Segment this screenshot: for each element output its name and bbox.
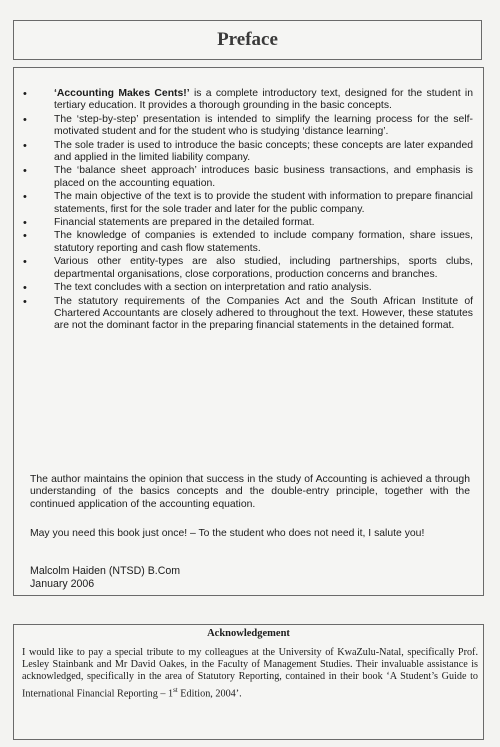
signature-date: January 2006	[30, 578, 95, 590]
bullet-icon: •	[23, 88, 27, 100]
bullet-icon: •	[23, 295, 27, 308]
author-name: Malcolm Haiden (NTSD) B.Com	[30, 565, 181, 577]
bullet-icon: •	[23, 256, 27, 269]
bullet-icon: •	[23, 113, 27, 126]
closing-paragraph: May you need this book just once! – To the student who does not need it, I salute you!	[30, 528, 425, 539]
bullet-icon: •	[23, 191, 27, 204]
list-item	[14, 191, 485, 216]
preface-box	[13, 67, 484, 596]
list-item	[14, 140, 485, 165]
signature-block	[30, 565, 180, 591]
bullet-icon: •	[23, 230, 27, 243]
bullet-text: The statutory requirements of the Companies Act and the South African Institute of Chartered Accountants are closely adhered to throughout the text. However, these statutes are not the dominant factor in the preparing financial statements in the detained format.	[54, 295, 473, 332]
acknowledgement-box	[13, 624, 484, 740]
bullet-text: Various other entity-types are also studied, including partnerships, sports clubs, departmental organisations, close corporations, production concerns and branches.	[54, 256, 473, 280]
bullet-text: Financial statements are prepared in the detailed format.	[54, 217, 315, 229]
list-item	[14, 217, 485, 229]
ack-text-end: Edition, 2004’.	[177, 688, 242, 699]
author-opinion-paragraph: The author maintains the opinion that success in the study of Accounting is achieved a through understanding of the basics concepts and the double-entry principle, together with the continued application of the accounting equation.	[30, 474, 470, 510]
bullet-icon: •	[23, 165, 27, 178]
bullet-text: The sole trader is used to introduce the basic concepts; these concepts are later expanded and applied in the limited liability company.	[54, 139, 473, 164]
list-item	[14, 296, 485, 333]
bullet-icon: •	[23, 139, 27, 152]
page-title: Preface	[217, 29, 278, 50]
book-title: ‘Accounting Makes Cents!’	[54, 88, 190, 99]
bullet-text: is a complete introductory text, designed for the student in tertiary education. It provides a thorough grounding in the basic concepts.	[54, 88, 473, 112]
acknowledgement-title: Acknowledgement	[207, 628, 290, 639]
bullet-text: The text concludes with a section on interpretation and ratio analysis.	[54, 282, 372, 294]
title-box	[13, 20, 482, 60]
bullet-icon: •	[23, 282, 27, 295]
bullet-text: The main objective of the text is to provide the student with information to prepare financial statements, first for the sole trader and later for the public company.	[54, 191, 473, 215]
acknowledgement-text	[22, 647, 478, 700]
ack-text-main: I would like to pay a special tribute to my colleagues at the University of KwaZulu-Natal, specifically Prof. Lesley Stainbank and Mr David Oakes, in the Faculty of Management Studies. Their invaluable assistance is acknowledged, specifically in the area of Statutory Reporting, contained in their book ‘A Student’s Guide to International Financial Reporting – 1	[22, 647, 478, 699]
list-item	[14, 114, 485, 139]
list-item	[14, 165, 485, 190]
list-item	[14, 230, 485, 255]
bullet-text: The ‘balance sheet approach’ introduces basic business transactions, and emphasis is placed on the accounting equation.	[54, 165, 473, 189]
bullet-icon: •	[23, 217, 27, 230]
bullet-text: The ‘step-by-step’ presentation is intended to simplify the learning process for the self-motivated student and for the student who is studying ‘distance learning’.	[54, 113, 473, 138]
list-item	[14, 88, 485, 113]
ordinal-suffix: st	[173, 685, 178, 694]
list-item	[14, 256, 485, 281]
list-item	[14, 282, 485, 294]
bullet-text: The knowledge of companies is extended to include company formation, share issues, statutory reporting and cash flow statements.	[54, 230, 473, 254]
bullet-list	[14, 88, 485, 334]
